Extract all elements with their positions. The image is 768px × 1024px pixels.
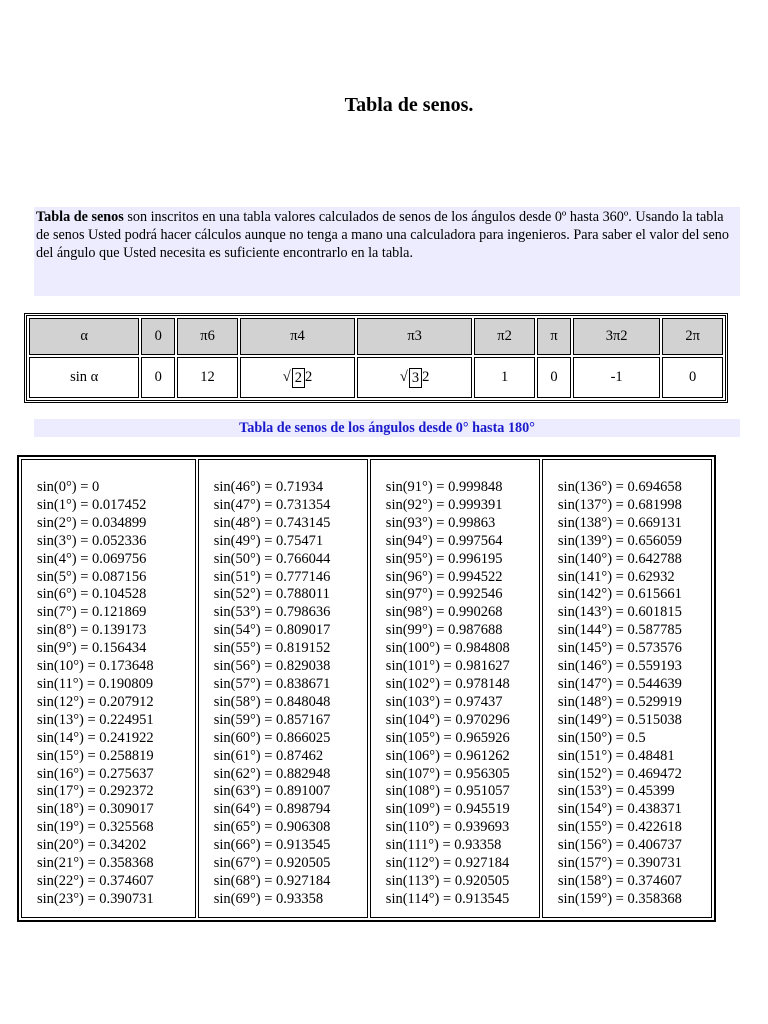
sine-entry: sin(137°) = 0.681998	[557, 496, 682, 513]
sine-entry: sin(148°) = 0.529919	[557, 693, 682, 710]
sine-entry: sin(18°) = 0.309017	[37, 801, 154, 818]
sine-entry: sin(3°) = 0.052336	[37, 532, 147, 549]
sine-entry: sin(19°) = 0.325568	[37, 819, 154, 836]
sine-entry: sin(8°) = 0.139173	[37, 622, 147, 639]
sine-entry: sin(147°) = 0.544639	[557, 675, 682, 692]
sine-entry: sin(149°) = 0.515038	[557, 711, 682, 728]
sine-entry: sin(153°) = 0.45399	[557, 783, 675, 800]
denominator: 2	[304, 369, 313, 385]
sine-entry: sin(136°) = 0.694658	[557, 479, 682, 495]
sine-entry: sin(106°) = 0.961262	[385, 747, 510, 764]
header-cell-pi3: π3	[357, 318, 472, 355]
sine-entry: sin(1°) = 0.017452	[37, 496, 147, 513]
header-cell-pi4: π4	[240, 318, 355, 355]
sine-entry: sin(63°) = 0.891007	[213, 783, 331, 800]
sine-entry: sin(111°) = 0.93358	[385, 837, 502, 854]
sine-entry: sin(13°) = 0.224951	[37, 711, 154, 728]
sine-entry: sin(53°) = 0.798636	[213, 604, 331, 621]
sine-entry: sin(105°) = 0.965926	[385, 729, 510, 746]
sine-entry: sin(143°) = 0.601815	[557, 604, 682, 621]
sine-entry: sin(100°) = 0.984808	[385, 640, 510, 657]
row-label-sin-alpha: sin α	[29, 357, 139, 398]
sine-entry: sin(10°) = 0.173648	[37, 658, 154, 675]
sine-entry: sin(68°) = 0.927184	[213, 872, 331, 889]
values-table	[26, 315, 726, 401]
sine-entry: sin(49°) = 0.75471	[213, 532, 324, 549]
sine-entry: sin(113°) = 0.920505	[385, 872, 510, 889]
sine-column-4	[542, 459, 712, 918]
sine-entry: sin(114°) = 0.913545	[385, 890, 510, 907]
header-cell-0: 0	[141, 318, 175, 355]
sine-entry: sin(51°) = 0.777146	[213, 568, 331, 585]
intro-paragraph	[34, 207, 740, 296]
sine-entry: sin(58°) = 0.848048	[213, 693, 331, 710]
sine-entry: sin(103°) = 0.97437	[385, 693, 503, 710]
sine-entry: sin(101°) = 0.981627	[385, 658, 510, 675]
sine-entry: sin(151°) = 0.48481	[557, 747, 675, 764]
sine-entry: sin(159°) = 0.358368	[557, 890, 682, 907]
intro-bold-term: Tabla de senos	[36, 209, 124, 225]
sine-entry: sin(61°) = 0.87462	[213, 747, 324, 764]
sine-table	[17, 455, 716, 922]
sine-entry: sin(93°) = 0.99863	[385, 514, 496, 531]
sine-entry: sin(95°) = 0.996195	[385, 550, 503, 567]
sine-entry: sin(144°) = 0.587785	[557, 622, 682, 639]
sine-entry: sin(94°) = 0.997564	[385, 532, 503, 549]
sine-entry: sin(155°) = 0.422618	[557, 819, 682, 836]
sine-entry: sin(17°) = 0.292372	[37, 783, 154, 800]
sqrt2-over-2	[283, 368, 312, 388]
page-title: Tabla de senos.	[344, 94, 474, 116]
value-cell-pi4	[240, 357, 355, 398]
sine-entry: sin(99°) = 0.987688	[385, 622, 503, 639]
sine-column-3	[370, 459, 540, 918]
denominator: 2	[422, 369, 430, 385]
sine-entry: sin(60°) = 0.866025	[213, 729, 331, 746]
sine-entry: sin(69°) = 0.93358	[213, 890, 324, 907]
values-table-data-row	[29, 357, 723, 398]
header-cell-pi: π	[537, 318, 571, 355]
sine-entry: sin(15°) = 0.258819	[37, 747, 154, 764]
sine-entry: sin(107°) = 0.956305	[385, 765, 510, 782]
sine-entry: sin(104°) = 0.970296	[385, 711, 510, 728]
sine-entry: sin(141°) = 0.62932	[557, 568, 675, 585]
sine-entry: sin(21°) = 0.358368	[37, 855, 154, 872]
sine-entry: sin(91°) = 0.999848	[385, 479, 503, 495]
sqrt3-over-2	[400, 368, 429, 388]
sine-entry: sin(54°) = 0.809017	[213, 622, 331, 639]
sine-entry: sin(109°) = 0.945519	[385, 801, 510, 818]
radical-sign-icon: √	[282, 369, 291, 385]
value-cell-pi2: 1	[474, 357, 535, 398]
sine-entry: sin(140°) = 0.642788	[557, 550, 682, 567]
radicand-box: 3	[409, 368, 422, 388]
value-cell-0: 0	[141, 357, 175, 398]
sine-entry: sin(20°) = 0.34202	[37, 837, 147, 854]
value-cell-pi6: 12	[177, 357, 238, 398]
sine-column-1	[21, 459, 196, 918]
sine-entry: sin(138°) = 0.669131	[557, 514, 682, 531]
value-cell-pi: 0	[537, 357, 571, 398]
sine-entry: sin(154°) = 0.438371	[557, 801, 682, 818]
value-cell-3pi2: -1	[573, 357, 660, 398]
sine-entry: sin(4°) = 0.069756	[37, 550, 147, 567]
sine-entry: sin(55°) = 0.819152	[213, 640, 331, 657]
sine-entry: sin(96°) = 0.994522	[385, 568, 503, 585]
sine-entry: sin(52°) = 0.788011	[213, 586, 330, 603]
sine-entry: sin(57°) = 0.838671	[213, 675, 331, 692]
sine-entry: sin(6°) = 0.104528	[37, 586, 147, 603]
value-cell-2pi: 0	[662, 357, 723, 398]
sine-entry: sin(156°) = 0.406737	[557, 837, 682, 854]
value-cell-pi3	[357, 357, 472, 398]
sine-entry: sin(98°) = 0.990268	[385, 604, 503, 621]
sine-entry: sin(67°) = 0.920505	[213, 855, 331, 872]
header-cell-pi6: π6	[177, 318, 238, 355]
header-cell-3pi2: 3π2	[573, 318, 660, 355]
sine-entry: sin(146°) = 0.559193	[557, 658, 682, 675]
sine-entry: sin(7°) = 0.121869	[37, 604, 147, 621]
sine-entry: sin(152°) = 0.469472	[557, 765, 682, 782]
sine-entry: sin(2°) = 0.034899	[37, 514, 147, 531]
sine-entry: sin(142°) = 0.615661	[557, 586, 682, 603]
sine-entry: sin(65°) = 0.906308	[213, 819, 331, 836]
sine-entry: sin(139°) = 0.656059	[557, 532, 682, 549]
sine-entry: sin(59°) = 0.857167	[213, 711, 331, 728]
radical-sign-icon: √	[399, 369, 408, 385]
sine-entry: sin(23°) = 0.390731	[37, 890, 154, 907]
sine-entry: sin(16°) = 0.275637	[37, 765, 154, 782]
sine-entry: sin(66°) = 0.913545	[213, 837, 331, 854]
sine-entry: sin(9°) = 0.156434	[37, 640, 147, 657]
sine-entry: sin(150°) = 0.5	[557, 729, 646, 746]
sine-entry: sin(97°) = 0.992546	[385, 586, 503, 603]
sine-entry: sin(102°) = 0.978148	[385, 675, 510, 692]
sine-entry: sin(64°) = 0.898794	[213, 801, 331, 818]
sine-entry: sin(48°) = 0.743145	[213, 514, 331, 531]
sine-column-2	[198, 459, 368, 918]
sine-entry: sin(56°) = 0.829038	[213, 658, 331, 675]
sine-entry: sin(47°) = 0.731354	[213, 496, 331, 513]
header-cell-2pi: 2π	[662, 318, 723, 355]
intro-text: son inscritos en una tabla valores calculados de senos de los ángulos desde 0º hasta 360º. Usando la tabla de senos Usted podrá hacer cálculos aunque no tenga a mano una calculadora para ingenieros. Para saber el valor del seno del ángulo que Usted necesita es suficiente encontrarlo en la tabla.	[36, 209, 729, 261]
sine-entry: sin(112°) = 0.927184	[385, 855, 510, 872]
sine-entry: sin(62°) = 0.882948	[213, 765, 331, 782]
sine-table-caption: Tabla de senos de los ángulos desde 0° hasta 180°	[34, 419, 740, 437]
sine-entry: sin(22°) = 0.374607	[37, 872, 154, 889]
radicand-box: 2	[292, 368, 305, 388]
sine-entry: sin(145°) = 0.573576	[557, 640, 682, 657]
header-cell-pi2: π2	[474, 318, 535, 355]
sine-entry: sin(110°) = 0.939693	[385, 819, 510, 836]
sine-entry: sin(0°) = 0	[37, 479, 100, 495]
values-table-header-row	[29, 318, 723, 355]
sine-entry: sin(92°) = 0.999391	[385, 496, 503, 513]
sine-entry: sin(157°) = 0.390731	[557, 855, 682, 872]
sine-entry: sin(11°) = 0.190809	[37, 675, 154, 692]
sine-entry: sin(5°) = 0.087156	[37, 568, 147, 585]
sine-entry: sin(12°) = 0.207912	[37, 693, 154, 710]
sine-entry: sin(108°) = 0.951057	[385, 783, 510, 800]
header-cell-alpha: α	[29, 318, 139, 355]
sine-entry: sin(14°) = 0.241922	[37, 729, 154, 746]
sine-entry: sin(46°) = 0.71934	[213, 479, 324, 495]
sine-entry: sin(158°) = 0.374607	[557, 872, 682, 889]
sine-entry: sin(50°) = 0.766044	[213, 550, 331, 567]
